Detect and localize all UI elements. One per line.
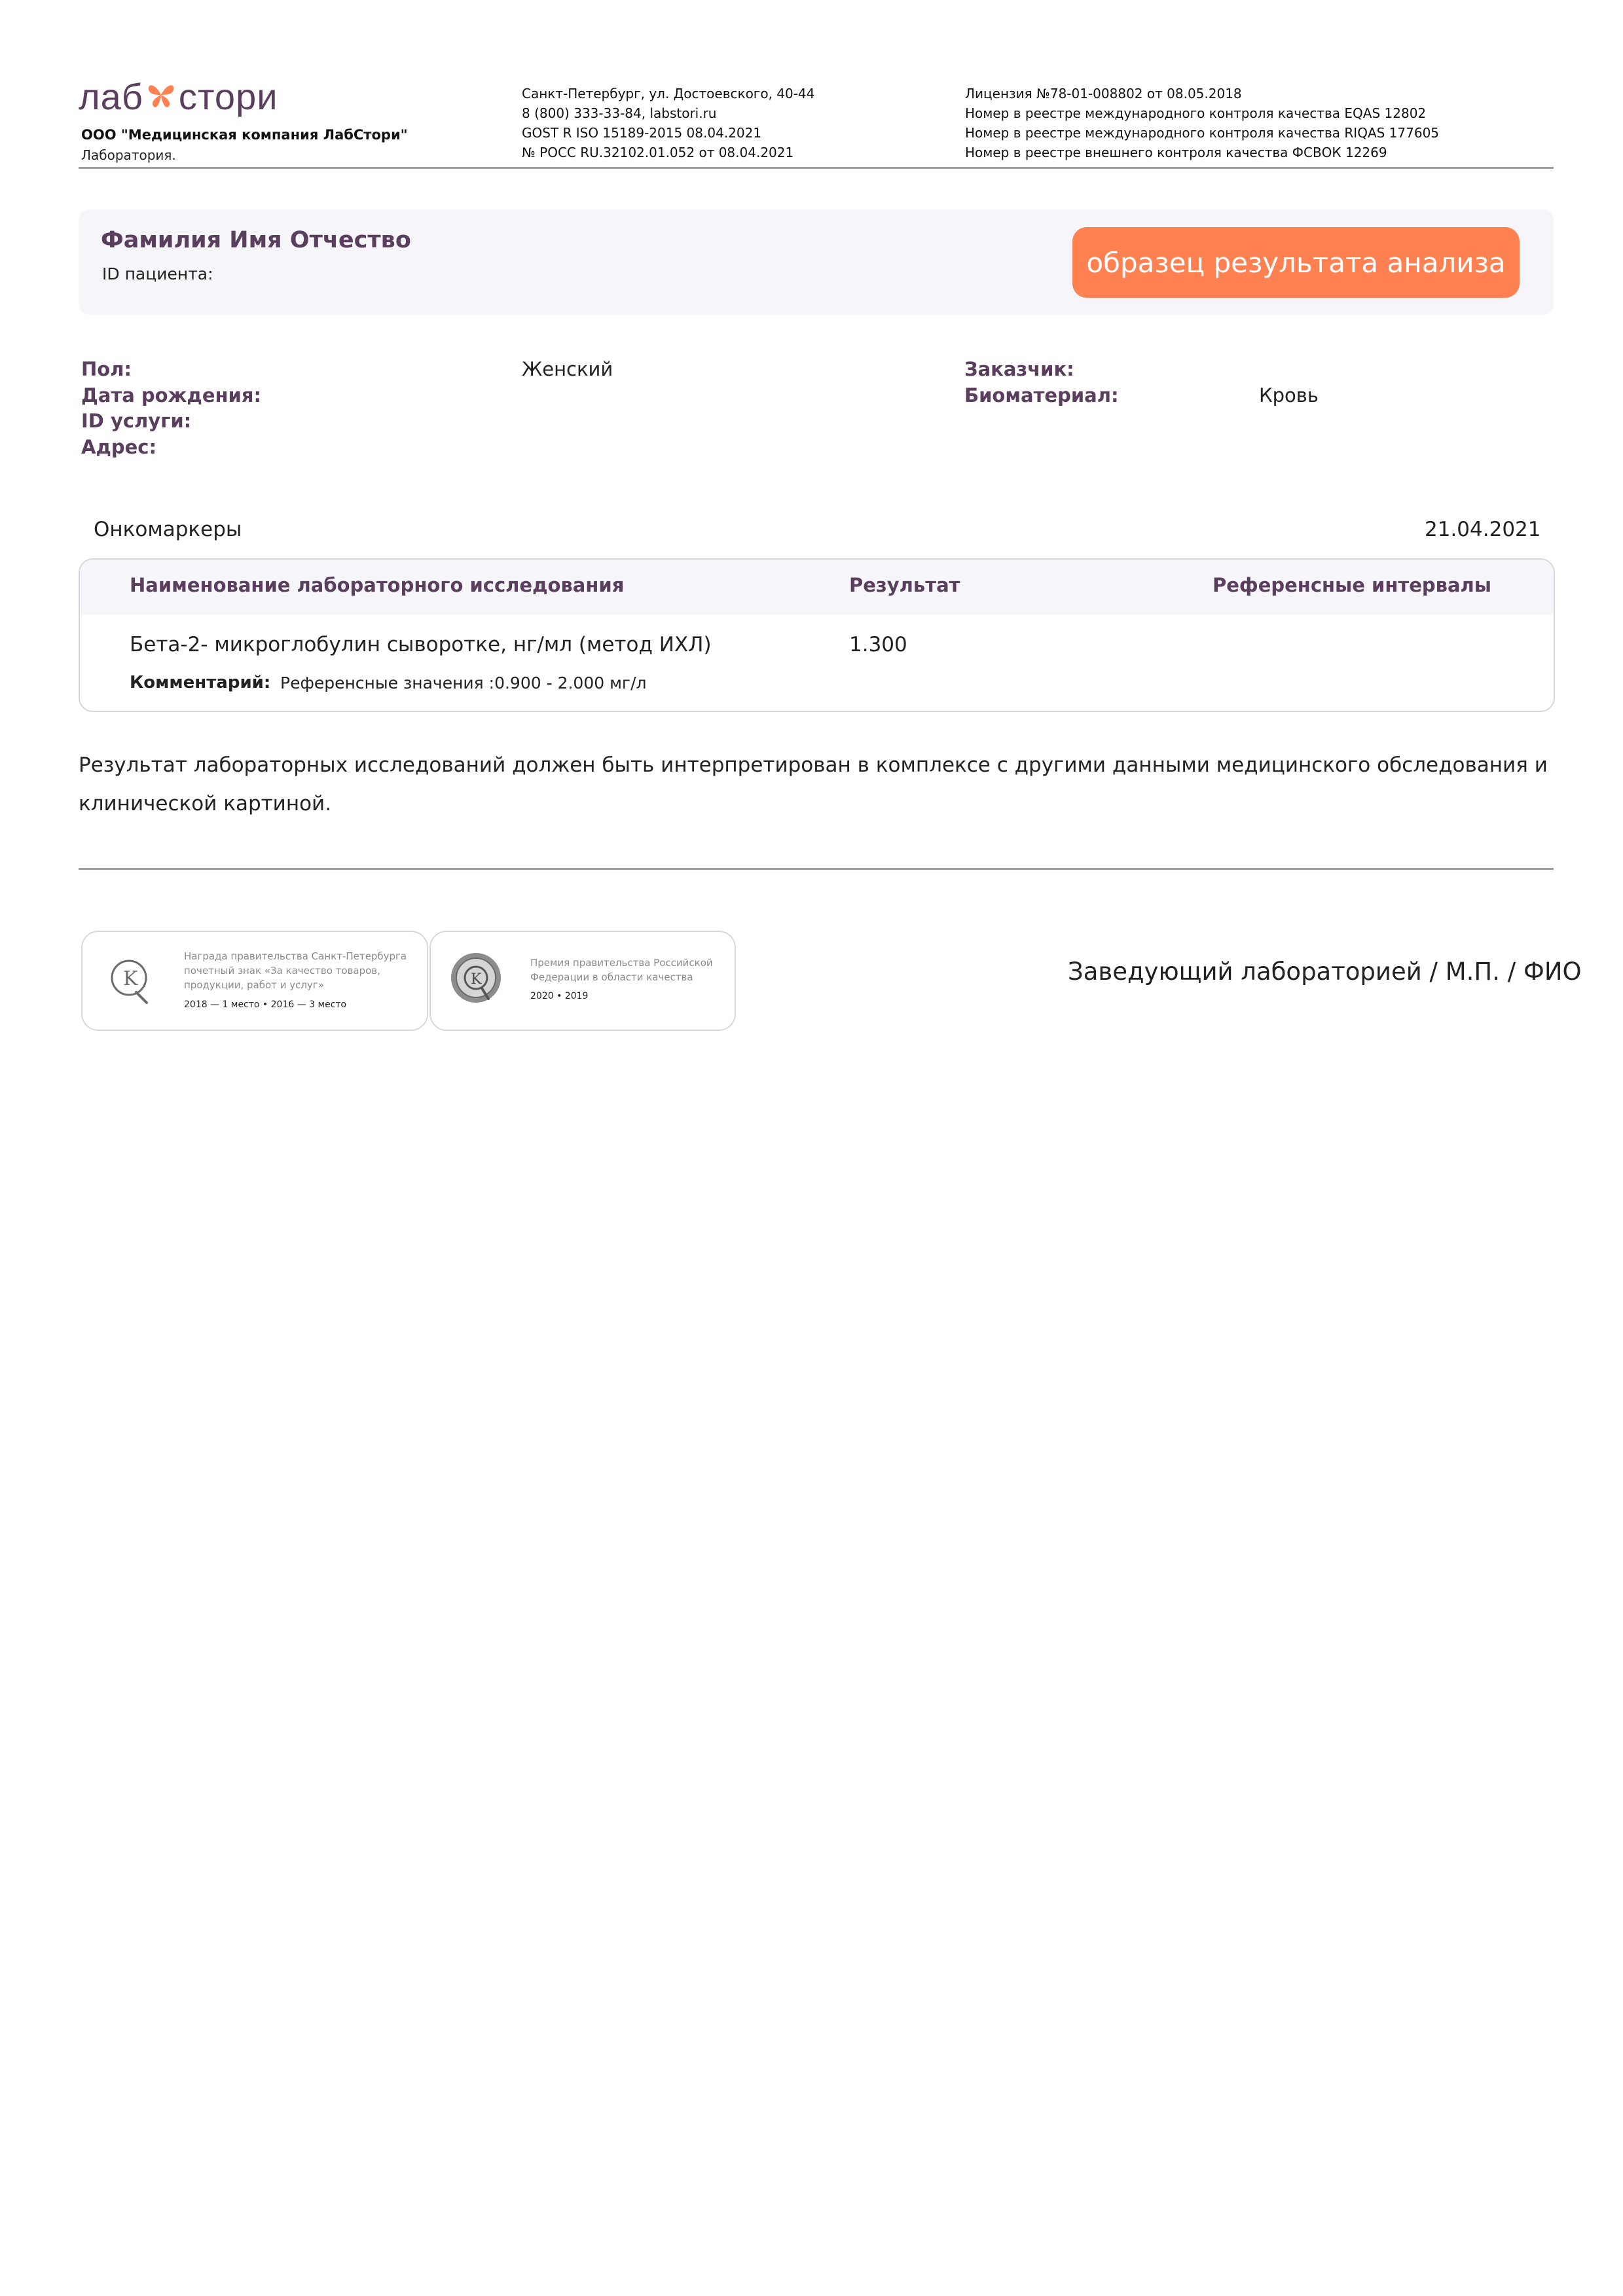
company-subtitle: Лаборатория. [81, 147, 176, 163]
company-name: ООО "Медицинская компания ЛабСтори" [81, 127, 408, 143]
award-line: Федерации в области качества [530, 971, 693, 983]
comment-label: Комментарий: [130, 673, 271, 692]
interpretation-note: Результат лабораторных исследований должен быть интерпретирован в комплексе с другими данными медицинского обследования и клинической картиной. [79, 753, 1548, 816]
address-line: GOST R ISO 15189-2015 08.04.2021 [522, 125, 762, 141]
test-result: 1.300 [849, 633, 907, 656]
award-line: Награда правительства Санкт-Петербурга [184, 950, 407, 962]
sample-result-badge: образец результата анализа [1072, 227, 1520, 298]
award-card [81, 931, 428, 1031]
award-description [530, 956, 713, 984]
butterfly-icon [146, 75, 176, 118]
license-block [965, 84, 1439, 162]
address-line: № РОСС RU.32102.01.052 от 08.04.2021 [522, 145, 794, 160]
test-name: Бета-2- микроглобулин сыворотке, нг/мл (метод ИХЛ) [130, 633, 712, 656]
address-line: Санкт-Петербург, ул. Достоевского, 40-44 [522, 86, 815, 101]
column-header-reference: Референсные интервалы [1213, 574, 1492, 596]
column-header-result: Результат [849, 574, 960, 596]
service-id-label: ID услуги: [81, 410, 192, 432]
award-line: почетный знак «За качество товаров, [184, 965, 380, 977]
license-line: Номер в реестре международного контроля качества RIQAS 177605 [965, 125, 1440, 141]
results-table [79, 558, 1555, 712]
quality-medal-icon [448, 950, 504, 1012]
license-line: Номер в реестре внешнего контроля качества ФСВОК 12269 [965, 145, 1387, 160]
patient-name: Фамилия Имя Отчество [101, 227, 411, 253]
quality-mark-icon [107, 954, 153, 1009]
award-line: продукции, работ и услуг» [184, 979, 324, 991]
header-divider [79, 167, 1554, 169]
column-header-test: Наименование лабораторного исследования [130, 574, 625, 596]
svg-text:K: K [471, 971, 482, 988]
award-card [429, 931, 736, 1031]
sex-value: Женский [522, 358, 613, 380]
customer-label: Заказчик: [964, 358, 1074, 380]
award-description [184, 949, 407, 992]
sex-label: Пол: [81, 358, 132, 380]
license-line: Номер в реестре международного контроля качества EQAS 12802 [965, 105, 1427, 121]
biomaterial-label: Биоматериал: [964, 384, 1119, 406]
company-logo [79, 73, 278, 119]
signature-line: Заведующий лабораторией / М.П. / ФИО [1068, 958, 1582, 986]
dob-label: Дата рождения: [81, 384, 262, 406]
license-line: Лицензия №78-01-008802 от 08.05.2018 [965, 86, 1242, 101]
logo-text-left: лаб [79, 75, 143, 117]
section-title: Онкомаркеры [94, 518, 242, 541]
result-date: 21.04.2021 [1425, 518, 1541, 541]
footer-divider [79, 868, 1554, 870]
award-line: Премия правительства Российской [530, 957, 713, 969]
svg-text:K: K [123, 967, 138, 990]
logo-text-right: стори [178, 75, 278, 117]
address-line: 8 (800) 333-33-84, labstori.ru [522, 105, 717, 121]
biomaterial-value: Кровь [1259, 384, 1319, 406]
comment-text: Референсные значения :0.900 - 2.000 мг/л [280, 673, 647, 692]
patient-id-label: ID пациента: [102, 264, 213, 283]
address-block [522, 84, 814, 162]
address-label: Адрес: [81, 436, 157, 458]
award-years: 2020 • 2019 [530, 991, 589, 1001]
award-years: 2018 — 1 место • 2016 — 3 место [184, 999, 347, 1010]
